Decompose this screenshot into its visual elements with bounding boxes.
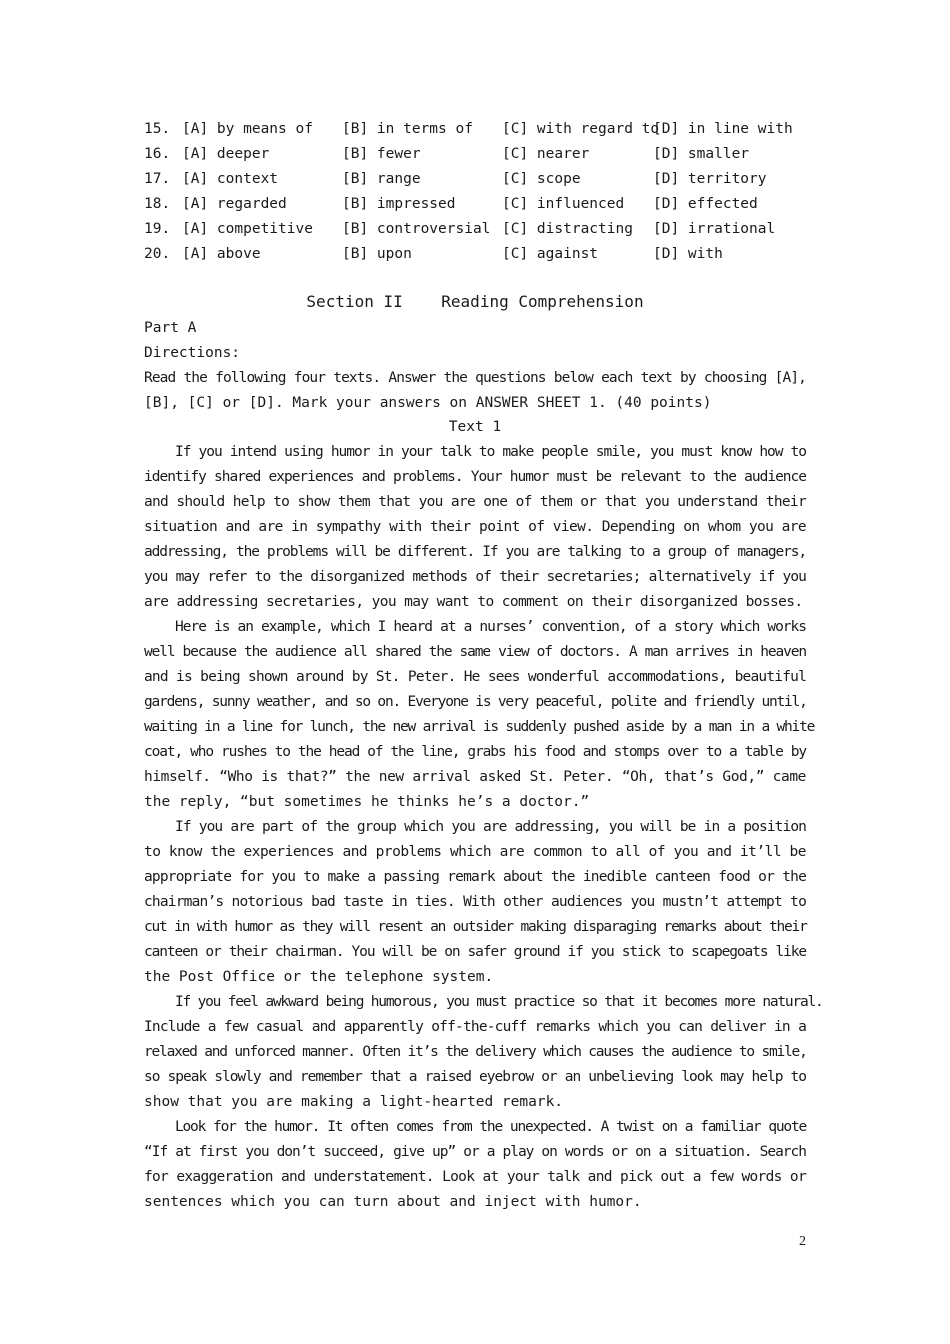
text-line: the reply, “but sometimes he thinks he’s a doctor.” xyxy=(144,794,590,810)
text-line: so speak slowly and remember that a raised eyebrow or an unbelieving look may help to xyxy=(144,1069,806,1085)
choice-b: [B] impressed xyxy=(342,196,456,212)
text-line: you may refer to the disorganized methods of their secretaries; alternatively if you xyxy=(144,569,806,585)
text-line: identify shared experiences and problems. Your humor must be relevant to the audience xyxy=(144,469,806,485)
text-line: Include a few casual and apparently off-the-cuff remarks which you can deliver in a xyxy=(144,1019,806,1035)
text-title: Text 1 xyxy=(448,419,502,435)
choice-d: [D] territory xyxy=(653,171,767,187)
page-number: 2 xyxy=(799,1234,806,1249)
text-line: relaxed and unforced manner. Often it’s the delivery which causes the audience to smile, xyxy=(144,1044,807,1060)
choice-a: [A] above xyxy=(182,246,261,262)
choice-a: [A] by means of xyxy=(182,121,313,137)
text-line: situation and are in sympathy with their point of view. Depending on whom you are xyxy=(144,519,806,535)
text-line: to know the experiences and problems which are common to all of you and it’ll be xyxy=(144,844,806,860)
choice-d: [D] with xyxy=(653,246,723,262)
text-line: sentences which you can turn about and inject with humor. xyxy=(144,1194,642,1210)
choice-b: [B] controversial xyxy=(342,221,491,237)
text-line: and should help to show them that you are one of them or that you understand their xyxy=(144,494,806,510)
text-line: show that you are making a light-hearted remark. xyxy=(144,1094,564,1110)
text-line: waiting in a line for lunch, the new arrival is suddenly pushed aside by a man in a white xyxy=(144,719,815,735)
choice-d: [D] effected xyxy=(653,196,758,212)
text-line: for exaggeration and understatement. Look at your talk and pick out a few words or xyxy=(144,1169,806,1185)
choice-d: [D] smaller xyxy=(653,146,750,162)
directions-label: Directions: xyxy=(144,345,241,361)
text-line: If you intend using humor in your talk to make people smile, you must know how to xyxy=(175,444,806,460)
choice-a: [A] context xyxy=(182,171,279,187)
question-number: 16. xyxy=(144,146,171,162)
paragraph-4 xyxy=(144,990,823,1115)
choice-c: [C] against xyxy=(502,246,599,262)
choice-a: [A] regarded xyxy=(182,196,287,212)
question-number: 15. xyxy=(144,121,171,137)
text-line: Look for the humor. It often comes from the unexpected. A twist on a familiar quote xyxy=(175,1119,806,1135)
choice-b: [B] in terms of xyxy=(342,121,473,137)
text-line: If you are part of the group which you are addressing, you will be in a position xyxy=(175,819,806,835)
choice-a: [A] deeper xyxy=(182,146,270,162)
choice-c: [C] influenced xyxy=(502,196,625,212)
text-line: coat, who rushes to the head of the line, grabs his food and stomps over to a table by xyxy=(144,744,806,760)
text-line: addressing, the problems will be different. If you are talking to a group of managers, xyxy=(144,544,806,560)
text-line: appropriate for you to make a passing remark about the inedible canteen food or the xyxy=(144,869,806,885)
text-line: the Post Office or the telephone system. xyxy=(144,969,494,985)
choice-b: [B] fewer xyxy=(342,146,421,162)
text-line: “If at first you don’t succeed, give up” or a play on words or on a situation. Search xyxy=(144,1144,806,1160)
question-number: 18. xyxy=(144,196,171,212)
choice-c: [C] nearer xyxy=(502,146,590,162)
directions-line: [B], [C] or [D]. Mark your answers on ANSWER SHEET 1. (40 points) xyxy=(144,395,712,411)
choice-a: [A] competitive xyxy=(182,221,313,237)
text-line: chairman’s notorious bad taste in ties. With other audiences you mustn’t attempt to xyxy=(144,894,806,910)
paragraph-2 xyxy=(144,615,815,815)
directions-block xyxy=(144,316,806,416)
section-title: Section II Reading Comprehension xyxy=(306,292,644,311)
text-line: If you feel awkward being humorous, you must practice so that it becomes more natural. xyxy=(175,994,823,1010)
choice-c: [C] with regard to xyxy=(502,121,660,137)
text-line: canteen or their chairman. You will be on safer ground if you stick to scapegoats like xyxy=(144,944,806,960)
question-number: 19. xyxy=(144,221,171,237)
directions-line: Read the following four texts. Answer the questions below each text by choosing [A], xyxy=(144,370,806,386)
passage xyxy=(144,440,823,1215)
choice-c: [C] scope xyxy=(502,171,581,187)
part-label: Part A xyxy=(144,320,197,336)
text-line: are addressing secretaries, you may want to comment on their disorganized bosses. xyxy=(144,594,803,610)
text-line: well because the audience all shared the same view of doctors. A man arrives in heaven xyxy=(144,644,806,660)
question-number: 17. xyxy=(144,171,171,187)
choice-d: [D] irrational xyxy=(653,221,776,237)
choice-d: [D] in line with xyxy=(653,121,793,137)
text-line: and is being shown around by St. Peter. He sees wonderful accommodations, beautiful xyxy=(144,669,806,685)
text-line: himself. “Who is that?” the new arrival asked St. Peter. “Oh, that’s God,” came xyxy=(144,769,806,785)
paragraph-1 xyxy=(144,440,806,615)
text-line: gardens, sunny weather, and so on. Everyone is very peaceful, polite and friendly until, xyxy=(144,694,807,710)
choice-b: [B] range xyxy=(342,171,421,187)
paragraph-3 xyxy=(144,815,806,990)
choice-b: [B] upon xyxy=(342,246,412,262)
choice-c: [C] distracting xyxy=(502,221,633,237)
paragraph-5 xyxy=(144,1115,806,1215)
text-line: Here is an example, which I heard at a nurses’ convention, of a story which works xyxy=(175,619,806,635)
text-line: cut in with humor as they will resent an outsider making disparaging remarks about their xyxy=(144,919,807,935)
question-number: 20. xyxy=(144,246,171,262)
